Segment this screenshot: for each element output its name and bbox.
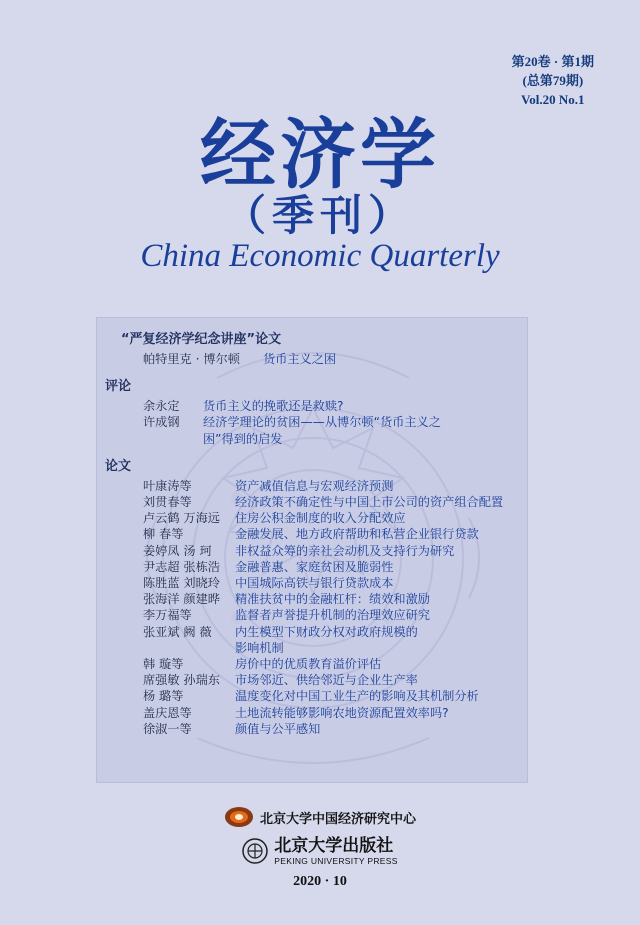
entry-author: 帕特里克 · 博尔顿	[143, 352, 240, 366]
entry-title: 非权益众筹的亲社会动机及支持行为研究	[235, 543, 455, 558]
issue-vol-en: Vol.20 No.1	[521, 92, 585, 107]
toc-entry	[97, 510, 528, 526]
toc-entry	[97, 478, 528, 494]
research-center-name: 北京大学中国经济研究中心	[259, 811, 416, 827]
table-of-contents	[96, 317, 528, 783]
entry-title: 温度变化对中国工业生产的影响及其机制分析	[235, 689, 479, 704]
issue-volume: 第20卷 · 第1期	[511, 54, 594, 69]
entry-title: 房价中的优质教育溢价评估	[235, 657, 382, 672]
publication-date: 2020 · 10	[293, 874, 347, 889]
entry-title: 资产减值信息与宏观经济预测	[235, 478, 394, 493]
entry-title: 住房公积金制度的收入分配效应	[235, 511, 406, 526]
toc-entry	[97, 705, 528, 721]
entry-title: 金融普惠、家庭贫困及脆弱性	[235, 559, 394, 574]
entry-title: 颜值与公平感知	[235, 721, 321, 736]
toc-entry	[97, 624, 528, 656]
entry-title: 中国城际高铁与银行贷款成本	[235, 576, 394, 591]
toc-entry	[97, 398, 528, 414]
entry-author: 卢云鹤 万海远	[143, 511, 220, 526]
entry-title: 监督者声誉提升机制的治理效应研究	[235, 608, 430, 623]
toc-entry	[97, 688, 528, 704]
entry-author: 刘贯春等	[143, 495, 192, 510]
journal-subtitle: （季刊）	[223, 191, 416, 240]
entry-author: 张海洋 颜建晔	[143, 592, 220, 607]
toc-entry	[97, 607, 528, 623]
press-name-zh: 北京大学出版社	[274, 836, 394, 856]
toc-entry	[97, 721, 528, 737]
entry-author: 杨 璐等	[143, 689, 184, 704]
entry-title: 货币主义的挽歌还是救赎?	[203, 399, 344, 414]
entry-author: 许成钢	[143, 415, 180, 430]
toc-entry	[97, 672, 528, 688]
journal-title: 经济学	[200, 110, 440, 199]
section-heading-comment: 评论	[105, 379, 132, 395]
entry-title: 经济政策不确定性与中国上市公司的资产组合配置	[235, 495, 504, 510]
issue-total: (总第79期)	[522, 73, 584, 88]
research-center	[0, 806, 640, 832]
toc-entry	[97, 591, 528, 607]
press-name-en: PEKING UNIVERSITY PRESS	[274, 856, 398, 866]
entry-title: 货币主义之困	[263, 352, 337, 366]
entry-author: 叶康涛等	[143, 478, 192, 493]
journal-title-en: China Economic Quarterly	[140, 238, 500, 274]
toc-entry	[97, 543, 528, 559]
toc-entry	[97, 526, 528, 542]
pku-seal-icon	[242, 838, 268, 864]
section-heading-papers: 论文	[105, 458, 132, 474]
section-heading-lecture: “严复经济学纪念讲座”论文	[121, 332, 282, 347]
entry-title: 市场邻近、供给邻近与企业生产率	[235, 673, 418, 688]
publisher	[0, 836, 640, 866]
entry-title: 金融发展、地方政府帮助和私营企业银行贷款	[235, 527, 479, 542]
entry-author: 张亚斌 阙 薇	[143, 624, 212, 639]
entry-author: 盖庆恩等	[143, 705, 192, 720]
entry-title: 内生模型下财政分权对政府规模的 影响机制	[235, 624, 418, 655]
entry-author: 徐淑一等	[143, 721, 192, 736]
entry-author: 陈胜蓝 刘晓玲	[143, 576, 220, 591]
entry-title: 土地流转能够影响农地资源配置效率吗?	[235, 705, 449, 720]
toc-entry	[97, 575, 528, 591]
ccer-logo-icon	[224, 806, 254, 828]
entry-title: 经济学理论的贫困——从博尔顿“货币主义之 困”得到的启发	[203, 415, 441, 446]
entry-author: 席强敏 孙瑞东	[143, 673, 220, 688]
toc-entry	[97, 351, 528, 367]
entry-title: 精准扶贫中的金融杠杆：绩效和激励	[235, 592, 430, 607]
toc-entry	[97, 414, 528, 446]
entry-author: 韩 璇等	[143, 657, 184, 672]
entry-author: 尹志超 张栋浩	[143, 559, 220, 574]
entry-author: 李万福等	[143, 608, 192, 623]
toc-entry	[97, 656, 528, 672]
entry-author: 余永定	[143, 399, 180, 414]
entry-author: 柳 春等	[143, 527, 184, 542]
toc-entry	[97, 494, 528, 510]
toc-entry	[97, 559, 528, 575]
entry-author: 姜婷凤 汤 珂	[143, 543, 212, 558]
